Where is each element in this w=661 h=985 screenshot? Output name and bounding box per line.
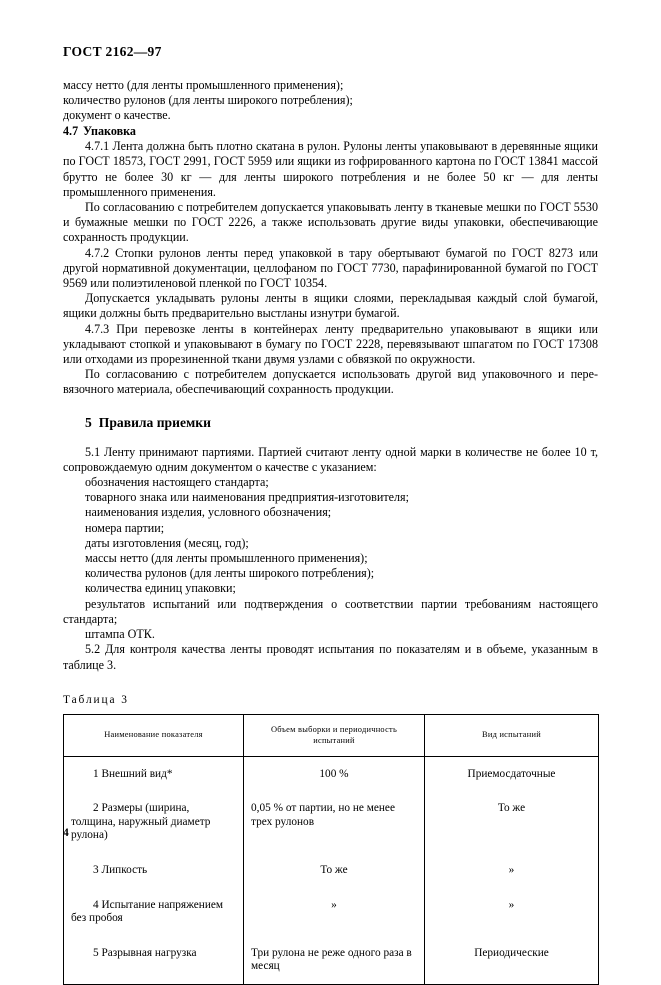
intro-list-item-2: количество рулонов (для ленты широкого потребления);	[63, 93, 353, 108]
list-5-1-item-4: номера партии;	[85, 520, 165, 535]
paragraph-5-2: 5.2 Для контроля качества ленты проводят испытания по показателям и в объеме, указанным в таблице 3.	[63, 642, 598, 672]
table-column-header-name: Наименование показателя	[64, 714, 244, 756]
table-caption: Таблица 3	[63, 693, 129, 706]
paragraph-4-7-1-b: По согласованию с потребителем допускается упаковывать ленту в тканевые мешки по ГОСТ 5530 и бумажные мешки по ГОСТ 2226, а также использовать другие виды упаковки, обеспечивающие сохранность продукции.	[63, 200, 598, 245]
cell-test-kind: »	[508, 898, 515, 911]
paragraph-5-1: 5.1 Ленту принимают партиями. Партией считают ленту одной марки в количестве не более 10 т, сопровождаемую одним документом о качестве с указанием:	[63, 444, 598, 474]
section-title-5: Правила приемки	[98, 414, 211, 430]
cell-test-kind: Приемосдаточные	[467, 767, 556, 780]
paragraph-4-7-3: 4.7.3 При перевозке ленты в контейнерах ленту предварительно упаковывают в ящики или укладывают стопкой и упаковывают в бумагу по ГОСТ 2228, перевязывают шпагатом по ГОСТ 17308 или отходами из прорезиненной ткани двумя узлами с обвязкой по окружности.	[63, 321, 598, 367]
document-body	[63, 78, 598, 985]
cell-sample-volume: Три рулона не реже одного раза в месяц	[244, 936, 425, 985]
list-5-1-item-results: результатов испытаний или подтверждения о соответствии партии требованиям настоящего стандарта;	[63, 596, 598, 626]
section-heading-5	[63, 414, 598, 431]
list-5-1-item-3: наименования изделия, условного обозначения;	[85, 505, 332, 520]
spacer-before-section-5	[63, 398, 598, 414]
subsection-title-4-7: Упаковка	[83, 123, 136, 138]
intro-list-item-1: массу нетто (для ленты промышленного применения);	[63, 78, 344, 92]
table-header	[64, 714, 599, 756]
paragraph-4-7-2: 4.7.2 Стопки рулонов ленты перед упаковкой в тару обертывают бумагой по ГОСТ 8273 или другой нормативной документации, целлофаном по ГОСТ 7730, парафинированной бумагой по ГОСТ 9569 или полиэтиленовой пленкой по ГОСТ 10354.	[63, 245, 598, 291]
list-5-1-item-7: количества рулонов (для ленты широкого потребления);	[85, 566, 375, 581]
table-header-row	[64, 714, 599, 756]
list-5-1-item-1: обозначения настоящего стандарта;	[85, 475, 269, 490]
list-5-1-item-6: массы нетто (для ленты промышленного применения);	[85, 551, 368, 566]
paragraph-4-7-1: 4.7.1 Лента должна быть плотно скатана в рулон. Рулоны ленты упаковывают в деревянные ящики по ГОСТ 18573, ГОСТ 2991, ГОСТ 5959 или ящики из гофрированного картона по ГОСТ 13841 массой брутто не более 30 кг — для ленты широкого потребления и не более 50 кг — для ленты промышленного применения.	[63, 139, 598, 199]
table-acceptance-tests	[63, 714, 599, 985]
subsection-heading-4-7	[63, 124, 598, 140]
cell-sample-volume: »	[244, 888, 425, 936]
table-body	[64, 756, 599, 984]
table-row	[64, 791, 599, 853]
cell-indicator-name: 5 Разрывная нагрузка	[64, 936, 244, 985]
cell-indicator-name: 4 Испытание напряжением без пробоя	[64, 888, 244, 936]
table-row	[64, 936, 599, 985]
cell-test-kind: То же	[497, 802, 526, 815]
list-5-1-item-5: даты изготовления (месяц, год);	[85, 535, 249, 550]
table-row	[64, 853, 599, 888]
paragraph-4-7-3-b: По согласованию с потребителем допускается использовать другой вид упаковочного и перевязочного материала, обеспечивающий сохранность продукции.	[63, 367, 598, 397]
list-5-1-item-2: товарного знака или наименования предприятия-изготовителя;	[85, 490, 409, 505]
cell-sample-volume: 0,05 % от партии, но не менее трех рулонов	[244, 791, 425, 853]
table-column-header-kind: Вид испытаний	[425, 714, 599, 756]
page-number: 4	[63, 826, 69, 839]
table-row	[64, 888, 599, 936]
intro-list-item-3: документ о качестве.	[63, 108, 171, 123]
subsection-number-4-7: 4.7	[63, 123, 79, 138]
table-column-header-volume: Объем выборки и периодичность испытаний	[244, 714, 425, 756]
cell-sample-volume: 100 %	[244, 756, 425, 791]
list-5-1-item-8: количества единиц упаковки;	[85, 581, 236, 596]
cell-test-kind: Периодические	[474, 946, 549, 959]
spacer-after-section-5	[63, 431, 598, 445]
cell-test-kind: »	[508, 864, 515, 877]
cell-indicator-name: 2 Размеры (ширина, толщина, наружный диаметр рулона)	[64, 791, 244, 853]
cell-indicator-name: 1 Внешний вид*	[64, 756, 244, 791]
document-header-standard-number: ГОСТ 2162—97	[63, 44, 162, 59]
cell-indicator-name: 3 Липкость	[64, 853, 244, 888]
section-number-5: 5	[85, 414, 92, 430]
cell-sample-volume: То же	[244, 853, 425, 888]
list-5-1-item-stamp: штампа ОТК.	[85, 627, 155, 642]
paragraph-4-7-2-b: Допускается укладывать рулоны ленты в ящики слоями, перекладывая каждый слой бумагой, ящики должны быть предварительно выстланы изнутри бумагой.	[63, 291, 598, 321]
spacer-before-table	[63, 673, 598, 693]
table-row	[64, 756, 599, 791]
